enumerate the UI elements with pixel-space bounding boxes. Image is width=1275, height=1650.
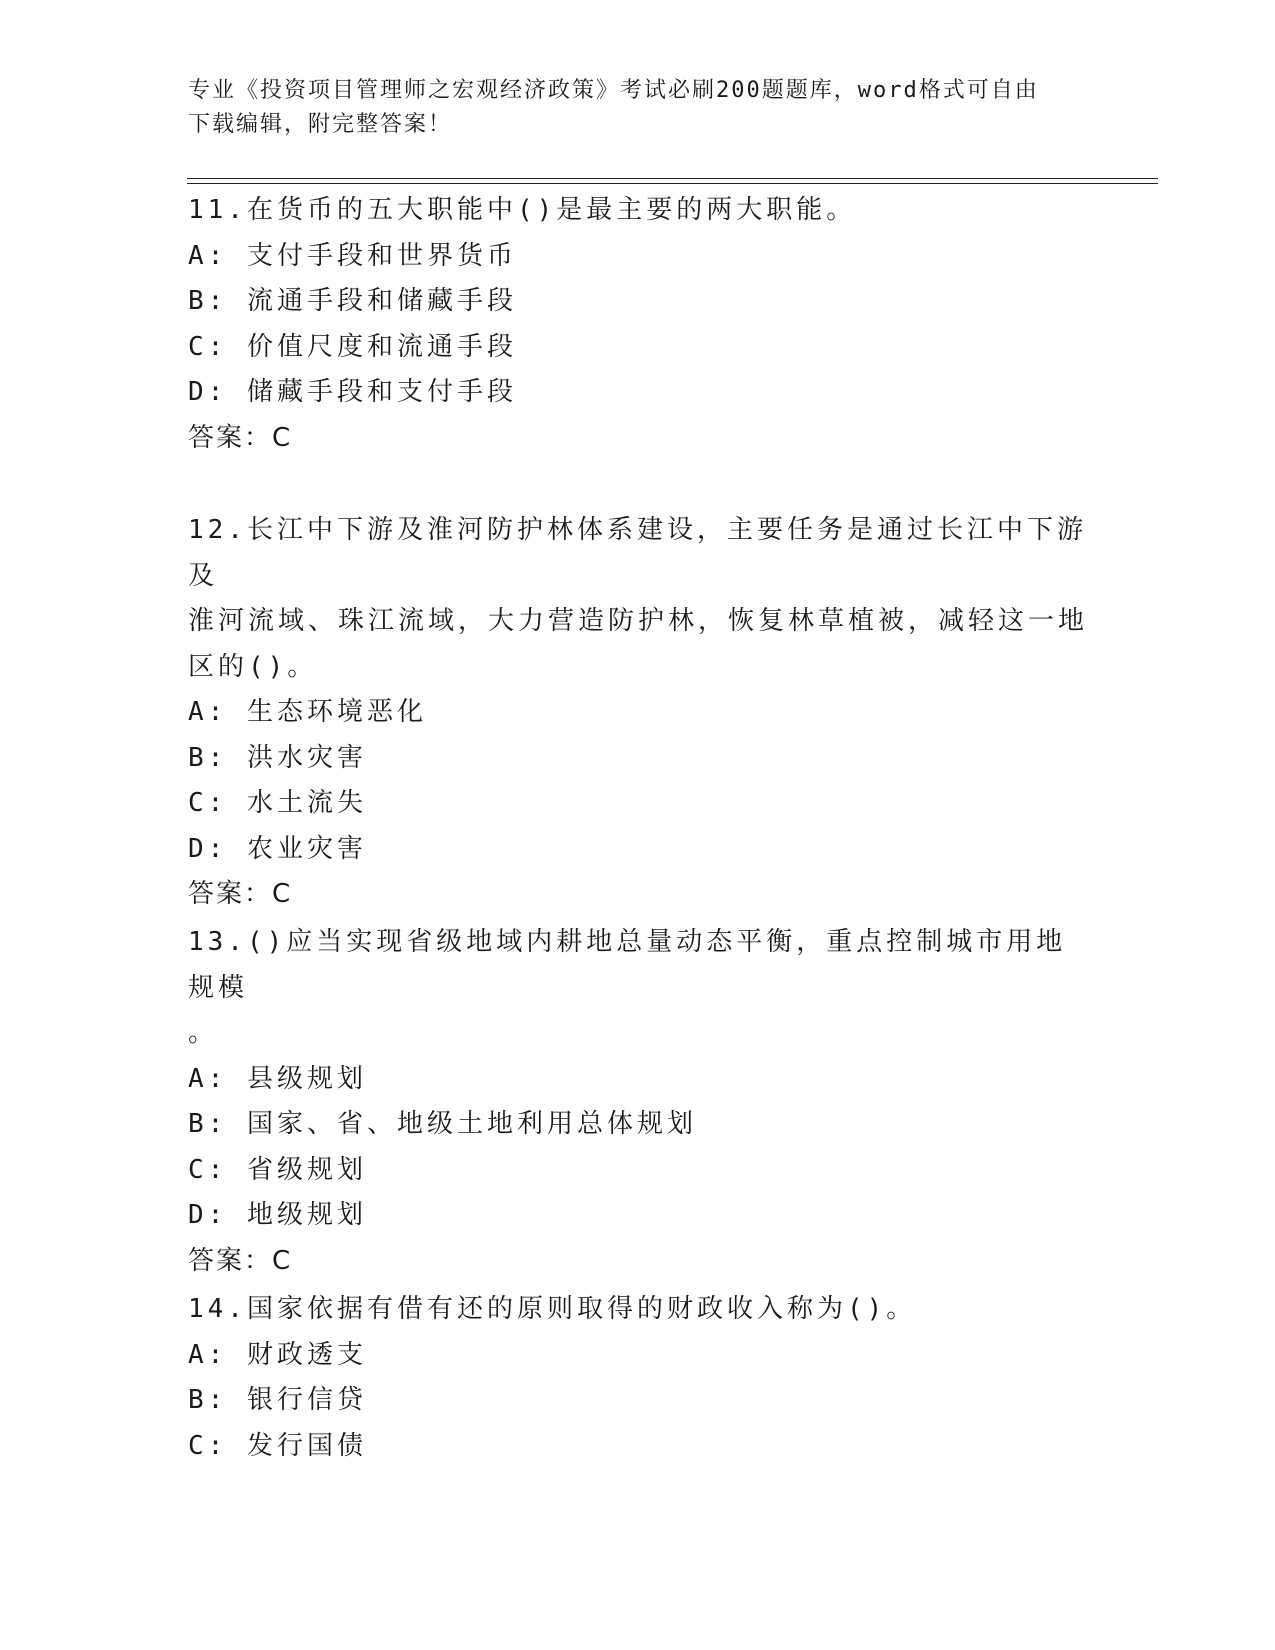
question-12: [188, 508, 1088, 918]
option-a: A: 支付手段和世界货币: [188, 240, 517, 271]
document-header: [188, 74, 1088, 142]
question-11: [188, 188, 1088, 461]
option-d: D: 农业灾害: [188, 833, 367, 864]
header-divider-top: [187, 178, 1158, 179]
header-divider-bottom: [187, 183, 1158, 184]
question-stem-line-2: 。: [188, 1018, 219, 1048]
option-b: B: 银行信贷: [188, 1385, 367, 1415]
question-14: [188, 1287, 1088, 1469]
option-b: B: 洪水灾害: [188, 742, 367, 773]
option-b: B: 国家、省、地级土地利用总体规划: [188, 1109, 697, 1139]
option-a: A: 县级规划: [188, 1063, 367, 1094]
option-a: A: 财政透支: [188, 1339, 367, 1370]
option-d: D: 储藏手段和支付手段: [188, 377, 517, 407]
question-stem-line-1: 13.()应当实现省级地域内耕地总量动态平衡，重点控制城市用地规模: [188, 927, 1067, 1003]
question-stem-line-1: 12.长江中下游及淮河防护林体系建设，主要任务是通过长江中下游及: [188, 515, 1087, 591]
question-stem-line-2: 淮河流域、珠江流域，大力营造防护林，恢复林草植被，减轻这一地: [188, 606, 1089, 636]
question-stem: 14.国家依据有借有还的原则取得的财政收入称为()。: [188, 1294, 917, 1324]
option-c: C: 省级规划: [188, 1154, 367, 1185]
answer: 答案：C: [188, 422, 293, 453]
option-c: C: 发行国债: [188, 1430, 367, 1461]
question-13: [188, 920, 1088, 1284]
option-a: A: 生态环境恶化: [188, 697, 427, 727]
answer: 答案：C: [188, 1245, 293, 1276]
header-line-1: 专业《投资项目管理师之宏观经济政策》考试必刷200题题库，word格式可自由: [188, 78, 1039, 103]
answer: 答案：C: [188, 879, 293, 909]
question-stem-line-3: 区的()。: [188, 651, 318, 682]
question-stem: 11.在货币的五大职能中()是最主要的两大职能。: [188, 195, 857, 225]
option-b: B: 流通手段和储藏手段: [188, 286, 517, 316]
option-c: C: 价值尺度和流通手段: [188, 331, 517, 362]
header-line-2: 下载编辑，附完整答案！: [188, 112, 453, 137]
option-c: C: 水土流失: [188, 788, 367, 818]
option-d: D: 地级规划: [188, 1200, 367, 1230]
